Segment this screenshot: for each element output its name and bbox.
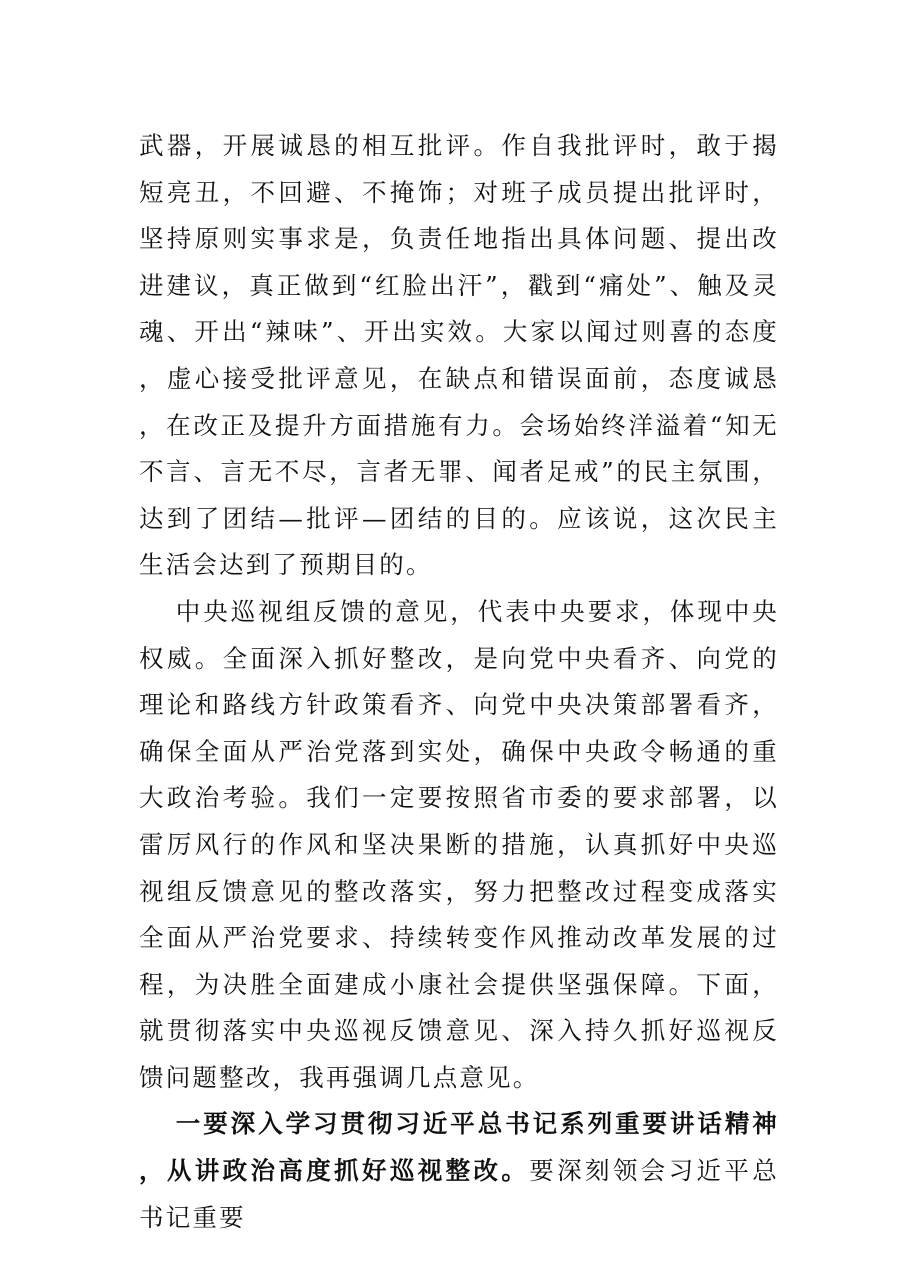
paragraph-2-text: 中央巡视组反馈的意见，代表中央要求，体现中央权威。全面深入抓好整改，是向党中央看齐、向党的理论和路线方针政策看齐、向党中央决策部署看齐，确保全面从严治党落到实处，确保中央政令畅通的重大政治考验。我们一定要按照省市委的要求部署，以雷厉风行的作风和坚决果断的措施，认真抓好中央巡视组反馈意见的整改落实，努力把整改过程变成落实全面从严治党要求、持续转变作风推动改革发展的过程，为决胜全面建成小康社会提供坚强保障。下面，就贯彻落实中央巡视反馈意见、深入持久抓好巡视反馈问题整改，我再强调几点意见。 <box>139 596 779 1092</box>
paragraph-3 <box>139 1101 779 1241</box>
paragraph-3-text: 要深刻领会习近平总书记重要 <box>139 1156 779 1232</box>
document-body <box>139 123 779 1241</box>
paragraph-3-heading: 一要深入学习贯彻习近平总书记系列重要讲话精神，从讲政治高度抓好巡视整改。 <box>139 1109 779 1186</box>
paragraph-2 <box>139 589 779 1102</box>
paragraph-1 <box>139 123 779 589</box>
paragraph-1-text: 武器，开展诚恳的相互批评。作自我批评时，敢于揭短亮丑，不回避、不掩饰；对班子成员提出批评时，坚持原则实事求是，负责任地指出具体问题、提出改进建议，真正做到“红脸出汗”，戳到“痛处”、触及灵魂、开出“辣味”、开出实效。大家以闻过则喜的态度，虚心接受批评意见，在缺点和错误面前，态度诚恳，在改正及提升方面措施有力。会场始终洋溢着“知无不言、言无不尽，言者无罪、闻者足戒”的民主氛围，达到了团结—批评—团结的目的。应该说，这次民主生活会达到了预期目的。 <box>139 131 779 580</box>
